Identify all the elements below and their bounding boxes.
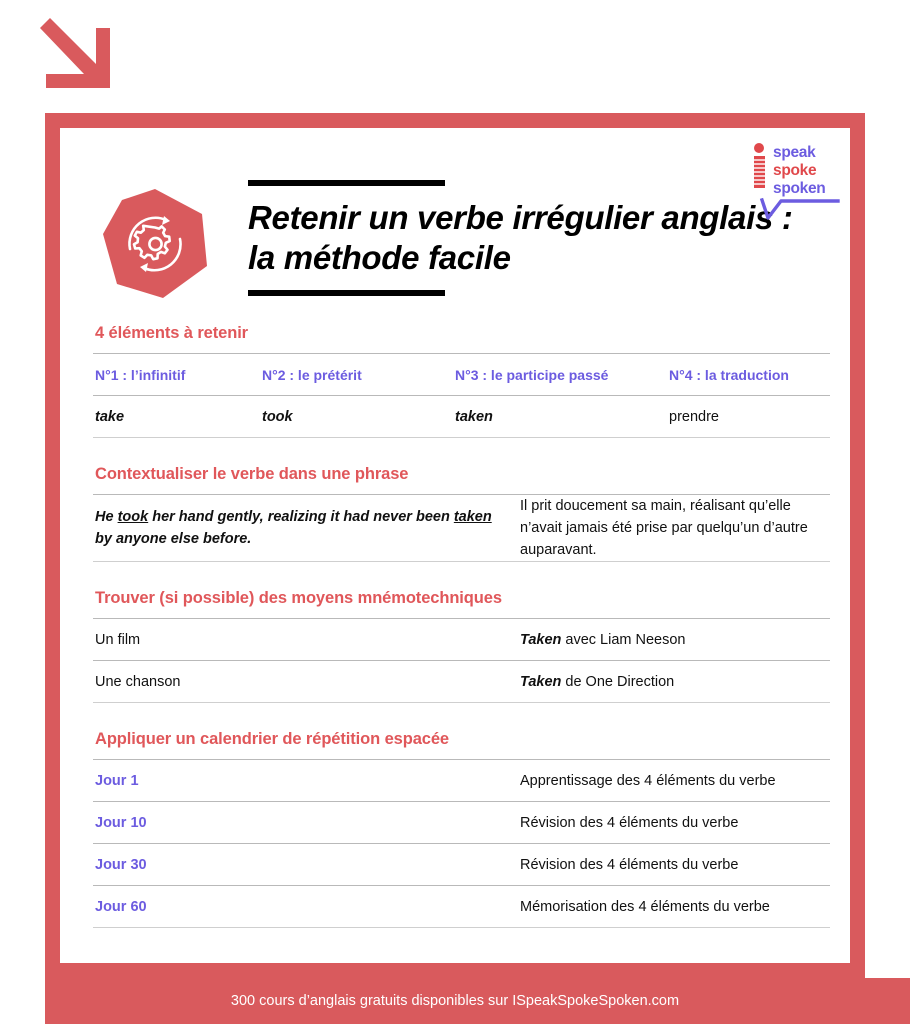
section-heading: Contextualiser le verbe dans une phrase <box>95 465 409 483</box>
gear-refresh-icon <box>100 186 210 301</box>
sentence-french <box>520 495 830 561</box>
title-rule-bottom <box>248 290 445 296</box>
list-item <box>93 619 830 660</box>
infographic-card <box>45 113 865 978</box>
logo-line-speak: speak <box>773 144 816 161</box>
schedule-day: Jour 10 <box>95 814 147 831</box>
section-elements <box>93 324 830 438</box>
sentence-english <box>95 506 520 550</box>
cell-past-participle: taken <box>455 408 493 425</box>
section-heading: Trouver (si possible) des moyens mnémotechniques <box>95 589 502 608</box>
page-title: Retenir un verbe irrégulier anglais : la méthode facile <box>248 199 793 276</box>
sentence-en-underline-took: took <box>117 509 149 526</box>
section-heading: 4 éléments à retenir <box>95 324 248 342</box>
column-header-infinitive: N°1 : l’infinitif <box>95 366 186 383</box>
cell-infinitive: take <box>95 408 125 425</box>
card-body <box>93 324 830 932</box>
table-row <box>93 396 830 437</box>
divider <box>93 702 830 703</box>
schedule-task: Mémorisation des 4 éléments du verbe <box>520 898 770 915</box>
schedule-task: Révision des 4 éléments du verbe <box>520 814 739 831</box>
divider <box>93 927 830 928</box>
section-mnemonics <box>93 589 830 703</box>
logo-line-spoken: spoken <box>773 180 826 198</box>
schedule-day: Jour 30 <box>95 856 147 873</box>
logo-line-spoke: spoke <box>773 162 817 180</box>
schedule-row <box>93 844 830 885</box>
sentence-row <box>93 495 830 561</box>
list-item <box>93 661 830 702</box>
schedule-day: Jour 60 <box>95 898 147 915</box>
section-heading: Appliquer un calendrier de répétition espacée <box>95 730 450 749</box>
schedule-day: Jour 1 <box>95 772 139 789</box>
arrow-down-right-icon <box>38 18 110 88</box>
mnemonic-title: Taken <box>520 673 562 690</box>
sentence-en-suffix: by anyone else before. <box>95 531 252 548</box>
brand-logo[interactable] <box>750 142 842 234</box>
title-rule-top <box>248 180 445 186</box>
footer-text: 300 cours d’anglais gratuits disponibles sur ISpeakSpokeSpoken.com <box>230 993 680 1009</box>
footer-banner <box>45 978 910 1024</box>
sentence-fr-text: Il prit doucement sa main, réalisant qu’elle n’avait jamais été prise par quelqu’un d’autre auparavant. <box>520 498 808 559</box>
mnemonic-label: Une chanson <box>95 673 181 690</box>
mnemonic-rest: avec Liam Neeson <box>561 631 686 648</box>
section-spaced-repetition <box>93 730 830 928</box>
mnemonic-label: Un film <box>95 631 141 648</box>
table-header-row <box>93 354 830 395</box>
title-block <box>248 180 818 296</box>
sentence-en-prefix: He <box>95 509 118 526</box>
schedule-row <box>93 802 830 843</box>
column-header-translation: N°4 : la traduction <box>669 366 789 383</box>
sentence-en-mid: her hand gently, realizing it had never been <box>148 509 454 526</box>
mnemonic-value <box>520 674 830 690</box>
mnemonic-rest: de One Direction <box>561 673 675 690</box>
schedule-task: Révision des 4 éléments du verbe <box>520 856 739 873</box>
mnemonic-value <box>520 632 830 648</box>
column-header-preterit: N°2 : le prétérit <box>262 366 362 383</box>
cell-translation: prendre <box>669 408 719 425</box>
schedule-row <box>93 760 830 801</box>
sentence-en-underline-taken: taken <box>453 509 492 526</box>
i-striped-icon <box>754 156 765 188</box>
cell-preterit: took <box>262 408 293 425</box>
divider <box>93 437 830 438</box>
schedule-row <box>93 886 830 927</box>
section-context <box>93 465 830 562</box>
card-header <box>60 128 850 318</box>
divider <box>93 561 830 562</box>
schedule-task: Apprentissage des 4 éléments du verbe <box>520 772 776 789</box>
logo-wordmark <box>773 144 825 198</box>
mnemonic-title: Taken <box>520 631 562 648</box>
column-header-past-participle: N°3 : le participe passé <box>455 366 609 383</box>
